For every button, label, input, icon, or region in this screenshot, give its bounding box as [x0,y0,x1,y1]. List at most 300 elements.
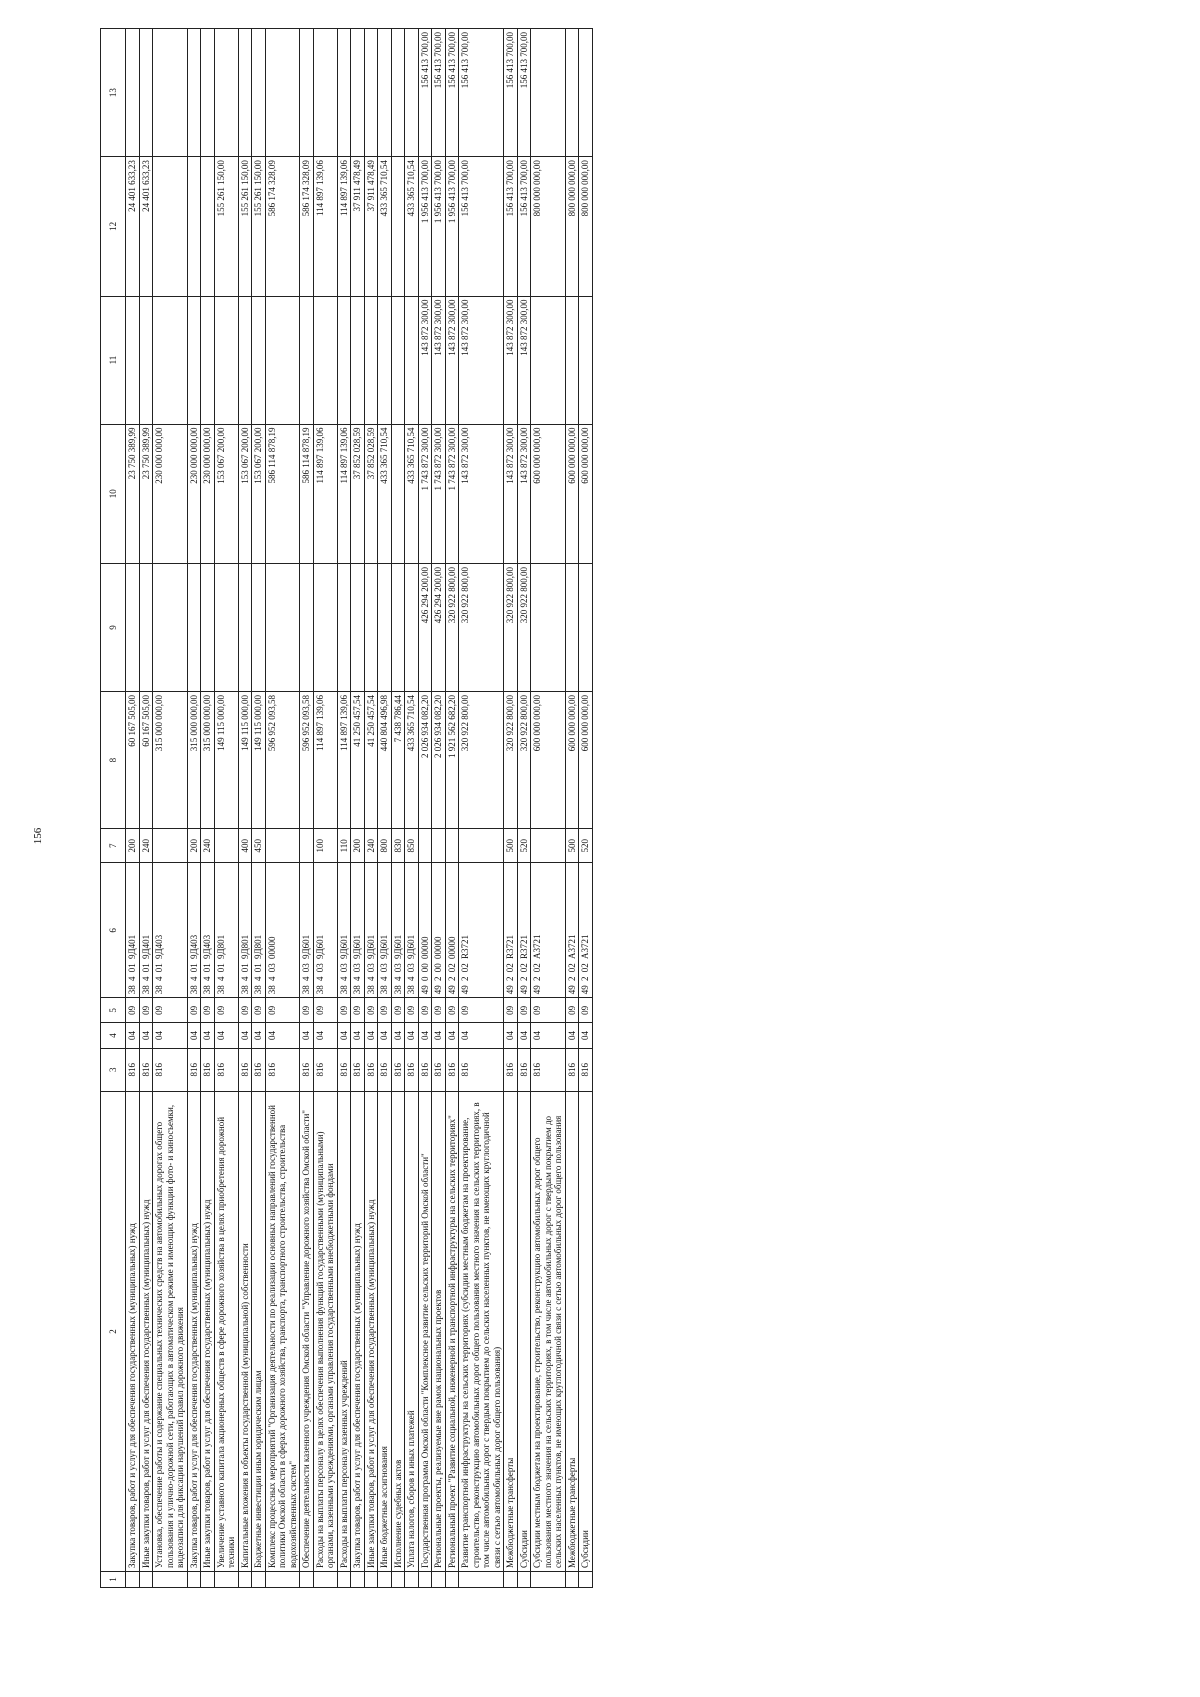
table-cell: 37 911 478,49 [351,157,365,296]
table-cell: 1 956 413 700,00 [432,157,446,296]
table-cell [265,563,300,691]
table-cell: 09 [214,998,238,1023]
table-cell [391,424,405,563]
table-row [378,29,392,1588]
table-cell: Расходы на выплаты персоналу в целях обеспечения выполнения функций государственными (муниципальными) органами, казенными учреждениями, органами управления государственными внебюджетными фондами [313,1091,337,1571]
table-cell: 04 [531,1023,566,1048]
table-cell: 156 413 700,00 [418,29,432,157]
table-cell [364,563,378,691]
table-cell [517,1572,531,1588]
table-cell [201,296,215,424]
table-cell: 09 [126,998,140,1023]
table-cell: 816 [432,1048,446,1091]
table-cell: 520 [517,829,531,863]
table-cell: 320 922 800,00 [504,691,518,828]
rotated-table-page [100,28,1150,1588]
table-cell [187,563,201,691]
table-cell: 04 [378,1023,392,1048]
table-cell [391,1572,405,1588]
table-cell: 800 000 000,00 [579,157,593,296]
table-cell: Комплекс процессных мероприятий "Организация деятельности по реализации основных направлений государственной политики Омской области в сферах дорожного хозяйства, транспорта, транспортного строительства, строительства водохозяйственных систем" [265,1091,300,1571]
table-cell [300,829,314,863]
table-cell [153,829,188,863]
table-cell: 143 872 300,00 [459,296,504,424]
table-cell [378,296,392,424]
table-row [565,29,579,1588]
table-cell [405,29,419,157]
table-cell [187,157,201,296]
table-cell [531,829,566,863]
table-cell [201,1572,215,1588]
table-cell: 433 365 710,54 [378,424,392,563]
table-cell [579,296,593,424]
table-cell: Региональные проекты, реализуемые вне рамок национальных проектов [432,1091,446,1571]
table-cell: 04 [187,1023,201,1048]
table-cell: 156 413 700,00 [517,157,531,296]
table-cell: 1 956 413 700,00 [418,157,432,296]
table-cell: Иные закупки товаров, работ и услуг для обеспечения государственных (муниципальных) нужд [364,1091,378,1571]
table-cell: 200 [187,829,201,863]
table-row [391,29,405,1588]
table-cell [214,296,238,424]
table-cell: 09 [531,998,566,1023]
table-cell: 04 [418,1023,432,1048]
table-cell: 38 4 01 9Д801 [214,863,238,998]
table-cell: 37 852 028,59 [364,424,378,563]
table-cell [214,29,238,157]
table-cell: 1 743 872 300,00 [418,424,432,563]
table-cell [300,29,314,157]
table-cell: 114 897 139,06 [313,691,337,828]
table-cell [432,1572,446,1588]
table-cell: 09 [153,998,188,1023]
table-row [504,29,518,1588]
table-cell: Иные бюджетные ассигнования [378,1091,392,1571]
table-row [432,29,446,1588]
table-cell: 38 4 01 9Д401 [126,863,140,998]
table-cell: 600 000 000,00 [565,691,579,828]
table-cell: 49 2 02 R3721 [459,863,504,998]
table-cell: 04 [517,1023,531,1048]
table-cell [351,296,365,424]
table-cell [579,1572,593,1588]
table-cell: 320 922 800,00 [445,563,459,691]
table-cell [214,829,238,863]
table-cell: 38 4 03 9Д601 [405,863,419,998]
table-cell [364,29,378,157]
table-cell: 38 4 03 00000 [265,863,300,998]
table-cell [531,1572,566,1588]
table-cell: 816 [364,1048,378,1091]
table-cell: 800 000 000,00 [531,157,566,296]
table-row [459,29,504,1588]
column-header: 4 [101,1023,126,1048]
table-cell: 60 167 505,00 [139,691,153,828]
table-cell [153,29,188,157]
table-cell [187,1572,201,1588]
table-cell: 04 [351,1023,365,1048]
table-cell: 143 872 300,00 [459,424,504,563]
table-row [445,29,459,1588]
table-row [405,29,419,1588]
table-cell: 60 167 505,00 [126,691,140,828]
table-cell: 09 [579,998,593,1023]
table-cell: 156 413 700,00 [504,157,518,296]
table-cell [504,1572,518,1588]
table-cell: 49 0 00 00000 [418,863,432,998]
table-cell: 04 [214,1023,238,1048]
table-cell: Закупка товаров, работ и услуг для обеспечения государственных (муниципальных) нужд [187,1091,201,1571]
table-cell: 830 [391,829,405,863]
table-row [214,29,238,1588]
table-cell: 49 2 02 R3721 [517,863,531,998]
table-cell [313,1572,337,1588]
table-cell [378,29,392,157]
table-cell: 49 2 00 00000 [432,863,446,998]
table-cell: 320 922 800,00 [459,691,504,828]
table-cell: 586 114 878,19 [300,424,314,563]
table-cell: 426 294 200,00 [418,563,432,691]
table-cell: 04 [126,1023,140,1048]
table-cell [265,296,300,424]
table-cell: 433 365 710,54 [405,691,419,828]
table-cell [126,1572,140,1588]
table-cell: 520 [579,829,593,863]
table-cell: Закупка товаров, работ и услуг для обеспечения государственных (муниципальных) нужд [126,1091,140,1571]
table-cell [391,296,405,424]
table-cell: Субсидии местным бюджетам на проектирование, строительство, реконструкцию автомобильных дорог общего пользования местного значения на сельских территориях, в том числе автомобильных дорог с твердым покрытием до сельских населенных пунктов, не имеющих круглогодичной связи с сетью автомобильных дорог общего пользования [531,1091,566,1571]
table-cell [238,563,252,691]
table-cell [418,1572,432,1588]
table-cell: 800 000 000,00 [565,157,579,296]
table-cell: 816 [238,1048,252,1091]
table-cell [300,296,314,424]
table-cell: 600 000 000,00 [531,424,566,563]
column-header: 9 [101,563,126,691]
table-row [187,29,201,1588]
table-cell: 596 952 093,58 [265,691,300,828]
page-number: 156 [32,827,44,845]
table-cell [153,563,188,691]
table-cell: 143 872 300,00 [517,296,531,424]
table-cell: 41 250 457,54 [364,691,378,828]
table-row [300,29,314,1588]
table-cell: 09 [418,998,432,1023]
table-cell: 100 [313,829,337,863]
table-cell: 850 [405,829,419,863]
table-cell: 816 [391,1048,405,1091]
table-cell [187,296,201,424]
table-cell: 240 [139,829,153,863]
table-cell: 816 [300,1048,314,1091]
table-cell: 230 000 000,00 [187,424,201,563]
table-cell: 240 [364,829,378,863]
table-cell: 09 [432,998,446,1023]
table-cell: 04 [364,1023,378,1048]
budget-table [100,28,593,1588]
table-cell: 816 [201,1048,215,1091]
table-cell: 440 804 496,98 [378,691,392,828]
table-cell: 816 [405,1048,419,1091]
table-cell: 09 [351,998,365,1023]
table-cell: 41 250 457,54 [351,691,365,828]
table-cell [238,296,252,424]
table-cell: Государственная программа Омской области "Комплексное развитие сельских территорий Омской области" [418,1091,432,1571]
table-cell [337,1572,351,1588]
table-cell: 04 [579,1023,593,1048]
table-cell [153,157,188,296]
table-cell: 230 000 000,00 [153,424,188,563]
table-cell [405,296,419,424]
table-cell: 04 [459,1023,504,1048]
table-cell: 230 000 000,00 [201,424,215,563]
table-cell: Развитие транспортной инфраструктуры на сельских территориях (субсидии местным бюджетам на проектирование, строительство, реконструкцию автомобильных дорог общего пользования местного значения на сельских территориях, в том числе автомобильных дорог с твердым покрытием до сельских населенных пунктов, не имеющих круглогодичной связи с сетью автомобильных дорог общего пользования) [459,1091,504,1571]
column-header: 11 [101,296,126,424]
table-row [418,29,432,1588]
table-cell: 149 115 000,00 [214,691,238,828]
table-cell: 37 852 028,59 [351,424,365,563]
table-cell [565,1572,579,1588]
table-cell: 09 [252,998,266,1023]
table-cell: 38 4 01 9Д403 [201,863,215,998]
table-cell [418,829,432,863]
table-cell [378,563,392,691]
table-cell: 320 922 800,00 [517,691,531,828]
table-cell: 09 [565,998,579,1023]
table-cell [351,1572,365,1588]
table-cell: 114 897 139,06 [313,157,337,296]
table-cell: 500 [565,829,579,863]
table-cell: 240 [201,829,215,863]
table-cell: Капитальные вложения в объекты государственной (муниципальной) собственности [238,1091,252,1571]
table-cell [139,296,153,424]
table-cell: 143 872 300,00 [432,296,446,424]
table-cell [214,563,238,691]
table-cell: 09 [445,998,459,1023]
table-cell: 816 [517,1048,531,1091]
table-cell: 04 [432,1023,446,1048]
table-cell [139,29,153,157]
table-cell: 153 067 200,00 [238,424,252,563]
table-cell: 04 [139,1023,153,1048]
table-cell: 315 000 000,00 [187,691,201,828]
table-cell: 800 [378,829,392,863]
table-cell [337,296,351,424]
table-cell: 816 [187,1048,201,1091]
table-cell: 155 261 150,00 [252,157,266,296]
column-header: 12 [101,157,126,296]
table-cell: 816 [418,1048,432,1091]
table-cell: 153 067 200,00 [214,424,238,563]
table-cell: 24 401 633,23 [139,157,153,296]
table-row [126,29,140,1588]
table-cell [201,157,215,296]
table-cell: 2 026 934 082,20 [418,691,432,828]
table-cell: 426 294 200,00 [432,563,446,691]
table-row [153,29,188,1588]
column-header: 13 [101,29,126,157]
table-cell [265,829,300,863]
table-cell: 09 [405,998,419,1023]
table-cell [405,563,419,691]
table-cell [313,29,337,157]
table-cell [214,1572,238,1588]
table-cell [391,563,405,691]
table-cell: 200 [351,829,365,863]
table-cell: Закупка товаров, работ и услуг для обеспечения государственных (муниципальных) нужд [351,1091,365,1571]
table-row [252,29,266,1588]
table-cell: 09 [504,998,518,1023]
table-cell: 38 4 03 9Д601 [300,863,314,998]
table-cell: 816 [139,1048,153,1091]
column-header: 10 [101,424,126,563]
table-cell: 04 [313,1023,337,1048]
table-cell [139,563,153,691]
table-cell: 320 922 800,00 [517,563,531,691]
table-cell: 816 [214,1048,238,1091]
table-row [201,29,215,1588]
table-cell: 38 4 03 9Д601 [351,863,365,998]
table-row [139,29,153,1588]
table-cell: 09 [139,998,153,1023]
table-cell [126,29,140,157]
table-cell [201,563,215,691]
table-cell: 433 365 710,54 [405,424,419,563]
table-cell: 143 872 300,00 [418,296,432,424]
table-cell: 400 [238,829,252,863]
table-cell [378,1572,392,1588]
table-cell: 1 743 872 300,00 [445,424,459,563]
table-cell [531,563,566,691]
table-cell: 586 174 328,09 [300,157,314,296]
table-cell: Региональный проект "Развитие социальной, инженерной и транспортной инфраструктуры на сельских территориях" [445,1091,459,1571]
table-cell: Уплата налогов, сборов и иных платежей [405,1091,419,1571]
table-cell: 7 438 786,44 [391,691,405,828]
table-cell: 04 [265,1023,300,1048]
table-cell [153,1572,188,1588]
column-header: 1 [101,1572,126,1588]
table-cell [459,1572,504,1588]
table-cell: 155 261 150,00 [214,157,238,296]
table-cell: 04 [391,1023,405,1048]
table-cell [126,296,140,424]
table-cell: 816 [504,1048,518,1091]
table-cell: 38 4 01 9Д403 [187,863,201,998]
table-cell: Межбюджетные трансферты [565,1091,579,1571]
table-cell: 816 [351,1048,365,1091]
table-cell [579,29,593,157]
table-cell [300,563,314,691]
table-row [517,29,531,1588]
table-cell: 143 872 300,00 [445,296,459,424]
table-cell: 04 [153,1023,188,1048]
table-cell: Иные закупки товаров, работ и услуг для обеспечения государственных (муниципальных) нужд [139,1091,153,1571]
table-cell [252,29,266,157]
table-cell: 38 4 01 9Д801 [238,863,252,998]
table-cell [391,157,405,296]
table-cell [126,563,140,691]
table-cell: 04 [300,1023,314,1048]
table-cell: 38 4 01 9Д403 [153,863,188,998]
table-cell: 09 [459,998,504,1023]
table-cell: 38 4 01 9Д401 [139,863,153,998]
table-cell: 320 922 800,00 [459,563,504,691]
table-cell: 816 [459,1048,504,1091]
column-header: 6 [101,863,126,998]
table-cell: 1 956 413 700,00 [445,157,459,296]
table-cell: 114 897 139,06 [313,424,337,563]
table-cell: 04 [201,1023,215,1048]
table-cell: 600 000 000,00 [565,424,579,563]
table-cell [139,1572,153,1588]
table-cell: Субсидии [579,1091,593,1571]
table-header-row [101,29,126,1588]
table-cell [313,563,337,691]
table-cell: Исполнение судебных актов [391,1091,405,1571]
table-cell: 38 4 03 9Д601 [337,863,351,998]
table-cell: 09 [300,998,314,1023]
table-cell: 156 413 700,00 [445,29,459,157]
table-cell: 04 [337,1023,351,1048]
table-cell: 38 4 03 9Д601 [391,863,405,998]
table-cell: Межбюджетные трансферты [504,1091,518,1571]
table-cell [252,563,266,691]
table-cell: 153 067 200,00 [252,424,266,563]
table-cell: 04 [504,1023,518,1048]
table-cell: 816 [378,1048,392,1091]
table-cell: 433 365 710,54 [405,157,419,296]
table-cell: 433 365 710,54 [378,157,392,296]
table-cell [531,296,566,424]
column-header: 8 [101,691,126,828]
table-cell [300,1572,314,1588]
table-cell: 816 [252,1048,266,1091]
table-cell [565,296,579,424]
table-cell [364,296,378,424]
table-cell: Бюджетные инвестиции иным юридическим лицам [252,1091,266,1571]
table-cell: 23 750 389,99 [126,424,140,563]
table-cell: 04 [252,1023,266,1048]
table-cell [405,1572,419,1588]
table-cell [252,1572,266,1588]
table-cell: 09 [201,998,215,1023]
table-cell [238,1572,252,1588]
table-cell: 04 [445,1023,459,1048]
table-cell: 37 911 478,49 [364,157,378,296]
table-row [265,29,300,1588]
table-cell: 586 174 328,09 [265,157,300,296]
table-cell [265,1572,300,1588]
table-cell: Субсидии [517,1091,531,1571]
table-cell [337,563,351,691]
column-header: 2 [101,1091,126,1571]
table-cell: 315 000 000,00 [201,691,215,828]
table-cell: 49 2 02 А3721 [579,863,593,998]
table-cell: 04 [405,1023,419,1048]
table-cell: 49 2 02 А3721 [565,863,579,998]
table-cell: 320 922 800,00 [504,563,518,691]
table-cell [252,296,266,424]
table-row [531,29,566,1588]
table-cell: 09 [265,998,300,1023]
table-cell: Установка, обеспечение работы и содержание специальных технических средств на автомобильных дорогах общего пользования и улично-дорожной сети, работающих в автоматическом режиме и имеющих функции фото- и киносъемки, видеозаписи для фиксации нарушений правил дорожного движения [153,1091,188,1571]
table-cell [565,563,579,691]
table-cell: 149 115 000,00 [238,691,252,828]
table-cell: 04 [565,1023,579,1048]
table-cell: 49 2 02 R3721 [504,863,518,998]
table-cell: 149 115 000,00 [252,691,266,828]
table-cell: 24 401 633,23 [126,157,140,296]
